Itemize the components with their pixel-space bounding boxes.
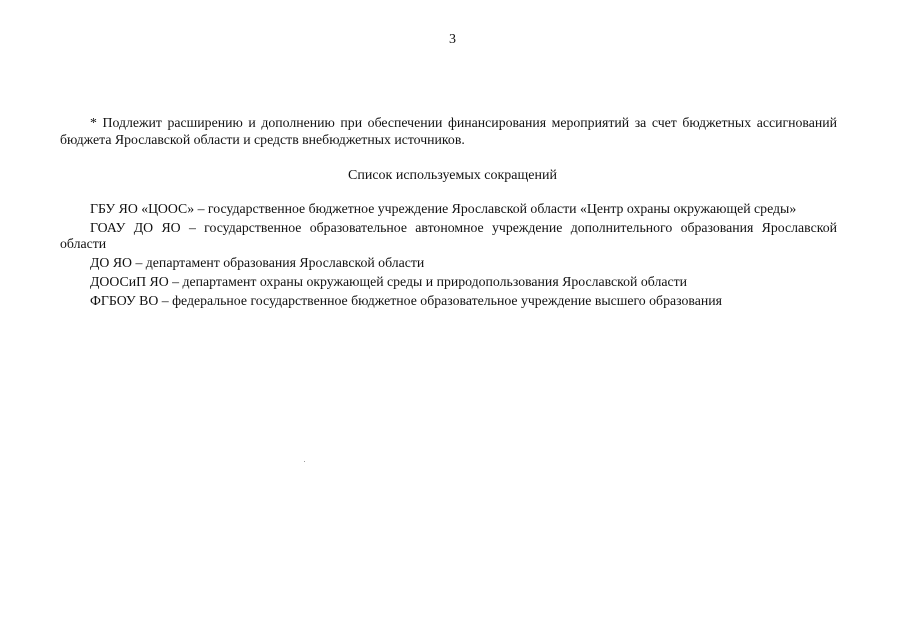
scan-speck [304, 461, 305, 462]
abbreviation-item-goau-do-yao: ГОАУ ДО ЯО – государственное образовательное автономное учреждение дополнительного образования Ярославской области [60, 220, 837, 251]
abbreviations-list [60, 201, 837, 312]
abbreviation-item-do-yao: ДО ЯО – департамент образования Ярославской области [90, 255, 425, 270]
abbreviation-item-doosip-yao: ДООСиП ЯО – департамент охраны окружающей среды и природопользования Ярославской области [90, 274, 687, 289]
abbreviations-heading: Список используемых сокращений [348, 168, 557, 183]
page-number: 3 [449, 32, 456, 47]
abbreviation-item-gbu-yao-tsoos: ГБУ ЯО «ЦООС» – государственное бюджетное учреждение Ярославской области «Центр охраны окружающей среды» [90, 201, 797, 216]
funding-footnote: * Подлежит расширению и дополнению при обеспечении финансирования мероприятий за счет бюджетных ассигнований бюджета Ярославской области и средств внебюджетных источников. [60, 115, 837, 147]
abbreviation-item-fgbou-vo: ФГБОУ ВО – федеральное государственное бюджетное образовательное учреждение высшего образования [90, 293, 722, 308]
